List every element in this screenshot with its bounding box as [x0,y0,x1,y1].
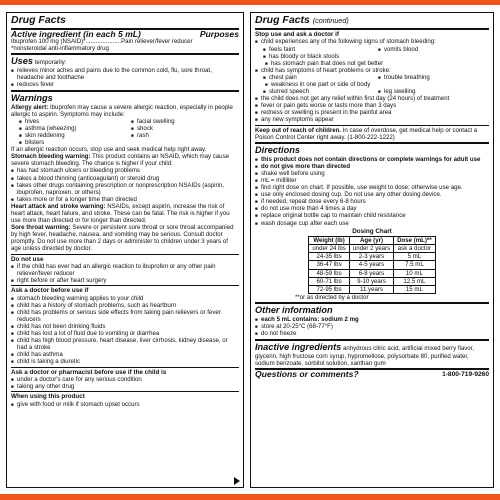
do-not-use-item: ■ right before or after heart surgery [11,277,239,284]
do-not-use-item: ■ if the child has ever had an allergic reaction to ibuprofen or any other pain reliever/fever reducer [11,263,239,277]
allergy-label: Allergy alert: [11,103,49,111]
keep-out-section [255,125,489,141]
allergy-after: If an allergic reaction occurs, stop use and seek medical help right away. [11,146,207,154]
do-not-use-title: Do not use [11,255,44,263]
stomach-item: ■ has had stomach ulcers or bleeding problems [11,167,239,174]
table-row [309,277,435,285]
continue-arrow-icon [234,477,240,485]
uses-intro: temporarily: [34,59,67,67]
table-row [309,285,435,293]
ask-doctor-item: ■ child has not been drinking fluids [11,323,239,330]
sore-throat-text: Severe or persistent sore throat or sore throat accompanied by high fever, headache, nausea, and vomiting may be serious. Consult doctor promptly. Do not use more than 2 days or administer to children under 3 years of age unless directed by doctor. [11,224,234,253]
allergy-text: Ibuprofen may cause a severe allergic reaction, especially in people allergic to aspirin. Symptoms may include: [11,103,233,118]
when-using-title: When using this product [11,393,85,401]
continued-label: (continued) [312,16,349,25]
nsaid-footnote: *nonsteroidal anti-inflammatory drug [11,45,109,53]
ask-doctor-section [11,285,239,365]
ask-doctor-item: ■ stomach bleeding warning applies to your child [11,295,239,302]
allergy-symptom: ■ asthma (wheezing) [19,125,127,132]
inactive-ingredients-title: Inactive ingredients [255,341,342,352]
ask-doctor-item: ■ child has problems or serious side effects from taking pain relievers or fever reducers [11,309,239,323]
table-row [309,261,435,269]
heart-sign: ■ slurred speech [263,88,374,95]
drug-facts-header: Drug Facts [11,14,66,26]
directions-item: ■ if needed, repeat dose every 6-8 hours [255,198,489,205]
dosing-chart-header: Weight (lb) [309,236,350,244]
stomach-item: ■ takes more or for a longer time than directed [11,196,239,203]
stop-use-item: ■ redness or swelling is present in the painful area [255,109,489,116]
orange-bottom-band [0,494,500,500]
dose-cell: 15 mL [394,285,436,293]
dosing-chart-title: Dosing Chart [352,227,392,235]
age-cell: under 2 years [349,244,393,252]
stomach-item: ■ takes a blood thinning (anticoagulant) or steroid drug [11,175,239,182]
stop-use-item: ■ the child does not get any relief within first day (24 hours) of treatment [255,95,489,102]
directions-item: ■ do not use more than 4 times a day [255,205,489,212]
directions-item: ■ mL = milliliter [255,177,489,184]
warnings-title: Warnings [11,92,53,103]
allergy-symptom: ■ skin reddening [19,132,127,139]
questions-phone: 1-800-719-9260 [442,370,489,378]
dosing-chart-header-row [309,236,435,244]
keep-out-text: In case of overdose, get medical help or contact a Poison Control Center right away. (1-800-222-1222) [255,126,478,141]
stomach-sign: ■ feels faint [263,46,374,53]
dosing-chart-table [308,236,435,294]
heart-sign: ■ trouble breathing [378,74,489,81]
dose-cell: 12.5 mL [394,277,436,285]
other-info-item: ■ each 5 mL contains: sodium 2 mg [255,316,489,323]
directions-item: ■ wash dosage cup after each use [255,220,489,227]
stomach-sign: ■ has stomach pain that does not get better [265,60,489,67]
other-info-item: ■ store at 20-25°C (68-77°F) [255,323,489,330]
drug-facts-panel-left [6,12,244,488]
heart-label: Heart attack and stroke warning: [11,202,106,210]
other-info-title: Other information [255,305,333,316]
dosing-chart-header: Dose (mL)** [394,236,436,244]
ask-doctor-title: Ask a doctor before use if [11,287,89,295]
when-using-item: ■ give with food or milk if stomach upset occurs [11,401,239,408]
other-info-section [255,302,489,337]
stomach-label: Stomach bleeding warning: [11,153,91,161]
dose-cell: 7.5 mL [394,261,436,269]
allergy-symptom: ■ blisters [19,139,127,146]
stomach-item: ■ takes other drugs containing prescription or nonprescription NSAIDs (aspirin, ibuprofen, naproxen, or others) [11,182,239,196]
directions-item: ■ replace original bottle cap to maintain child resistance [255,212,489,219]
age-cell: 11 years [349,285,393,293]
weight-cell: 36-47 lbs [309,261,350,269]
table-row [309,269,435,277]
directions-title: Directions [255,144,300,155]
questions-section [255,368,489,378]
directions-item: ■ shake well before using [255,170,489,177]
active-ingredient-title: Active ingredient (in each 5 mL) [11,29,141,39]
table-row [309,253,435,261]
ask-pharmacist-item: ■ taking any other drug [11,383,239,390]
ask-doctor-item: ■ child has lost a lot of fluid due to vomiting or diarrhea [11,330,239,337]
stop-use-section [255,28,489,124]
active-ingredient-line: Ibuprofen 100 mg (NSAID)*.....................Pain reliever/fever reducer [11,38,193,46]
weight-cell: 72-95 lbs [309,285,350,293]
age-cell: 9-10 years [349,277,393,285]
directions-item: ■ find right dose on chart. If possible, use weight to dose; otherwise use age. [255,184,489,191]
table-row [309,244,435,252]
inactive-ingredients-text: anhydrous citric acid, artificial mixed berry flavor, glycerin, high fructose corn syrup, hypromellose, polysorbate 80, purified water, sodium benzoate, sorbitol solution, xanthan gum [255,344,475,367]
allergy-symptom: ■ hives [19,118,127,125]
inactive-ingredients-section [255,339,489,367]
weight-cell: under 24 lbs [309,244,350,252]
dose-cell: ask a doctor [394,244,436,252]
uses-section [11,53,239,88]
directions-section [255,142,489,302]
stop-use-item: ■ fever or pain gets worse or lasts more than 3 days [255,102,489,109]
allergy-symptom-list [11,118,239,146]
dosing-chart-header: Age (yr) [349,236,393,244]
weight-cell: 60-71 lbs [309,277,350,285]
dose-cell: 5 mL [394,253,436,261]
sore-throat-label: Sore throat warning: [11,224,71,232]
keep-out-label: Keep out of reach of children. [255,126,341,134]
heart-sign-list [255,74,489,81]
stomach-sign-list [255,46,489,60]
ask-doctor-item: ■ child has high blood pressure, heart disease, liver cirrhosis, kidney disease, or had a stroke [11,337,239,351]
ask-doctor-item: ■ child has a history of stomach problems, such as heartburn [11,302,239,309]
directions-item: ■ use only enclosed dosing cup. Do not use any other dosing device. [255,191,489,198]
heart-sign: ■ weakness in one part or side of body [265,81,489,88]
stop-use-title: Stop use and ask a doctor if [255,31,339,38]
allergy-symptom: ■ rash [131,132,239,139]
stomach-sign: ■ has bloody or black stools [263,53,374,60]
uses-title: Uses [11,56,33,67]
heart-sign-list-2 [255,88,489,95]
dosing-chart-note: **or as directed by a doctor [295,294,369,302]
ask-pharmacist-item: ■ under a doctor's care for any serious condition [11,376,239,383]
directions-item: ■ this product does not contain directions or complete warnings for adult use [255,156,489,163]
ask-doctor-item: ■ child has asthma [11,351,239,358]
stop-use-item: ■ child experiences any of the following signs of stomach bleeding: [255,38,489,45]
dose-cell: 10 mL [394,269,436,277]
orange-top-band [0,0,500,5]
ask-pharmacist-section [11,367,239,391]
uses-item: ■ reduces fever [11,81,239,88]
heart-sign: ■ leg swelling [378,88,489,95]
stomach-sign: ■ vomits blood [378,46,489,53]
when-using-section [11,391,239,408]
questions-label: Questions or comments? [255,368,359,379]
do-not-use-section [11,254,239,285]
weight-cell: 48-59 lbs [309,269,350,277]
heart-text: NSAIDs, except aspirin, increase the risk of heart attack, heart failure, and stroke. These can be fatal. The risk is higher if you use more than directed or for longer than directed. [11,202,230,225]
allergy-symptom: ■ shock [131,125,239,132]
drug-facts-panel-right [250,12,494,488]
ask-pharmacist-title: Ask a doctor or pharmacist before use if the child is [11,368,167,376]
purposes-label: Purposes [199,29,239,39]
active-ingredient-section [11,28,239,52]
other-info-item: ■ do not freeze [255,330,489,337]
allergy-symptom: ■ facial swelling [131,118,239,125]
heart-sign: ■ chest pain [263,74,374,81]
stop-use-item: ■ child has symptoms of heart problems or stroke: [255,67,489,74]
directions-item: ■ do not give more than directed [255,163,489,170]
stop-use-item: ■ any new symptoms appear [255,116,489,123]
uses-item: ■ relieves minor aches and pains due to the common cold, flu, sore throat, headache and toothache [11,67,239,81]
ask-doctor-item: ■ child is taking a diuretic [11,358,239,365]
drug-facts-header-continued: Drug Facts [255,14,310,26]
age-cell: 6-8 years [349,269,393,277]
age-cell: 4-5 years [349,261,393,269]
stomach-text: This product contains an NSAID, which may cause severe stomach bleeding. The chance is higher if your child: [11,153,230,168]
age-cell: 2-3 years [349,253,393,261]
warnings-section [11,90,239,253]
weight-cell: 24-35 lbs [309,253,350,261]
